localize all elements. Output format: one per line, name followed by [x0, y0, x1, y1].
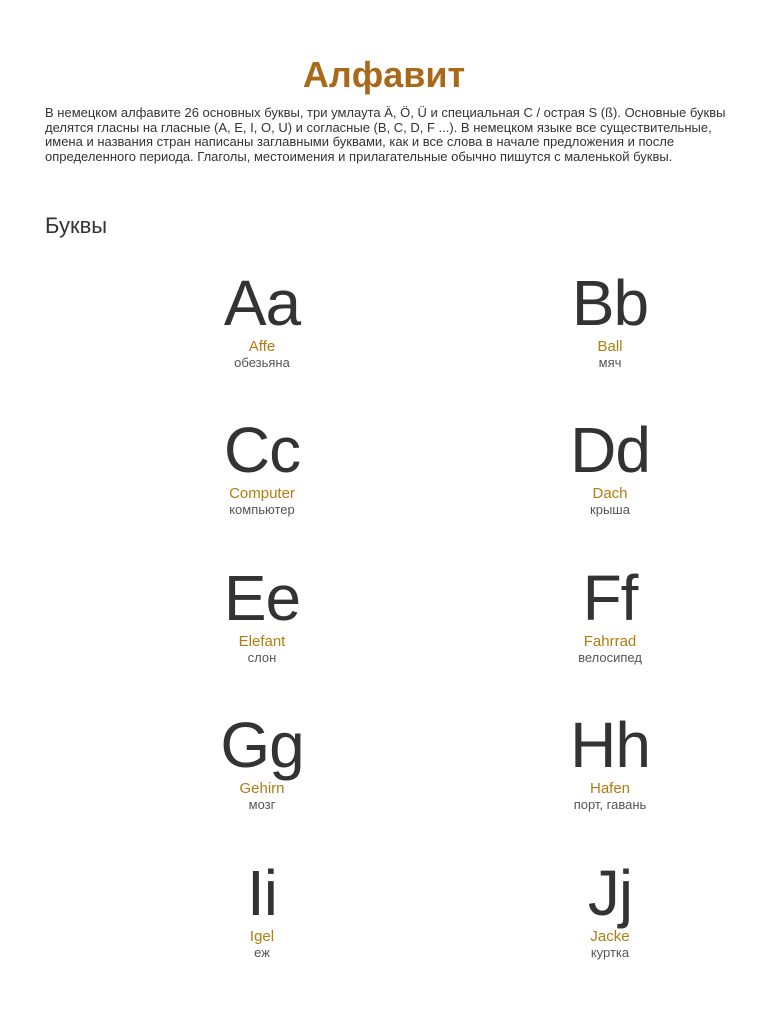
letter-glyph: Aa	[223, 267, 301, 339]
letter-translation: велосипед	[578, 650, 642, 665]
letter-glyph: Ii	[247, 857, 277, 929]
letter-glyph: Gg	[220, 709, 304, 781]
letter-card-b[interactable]	[480, 268, 740, 370]
letter-word: Gehirn	[239, 780, 285, 797]
letter-glyph: Ee	[223, 562, 301, 634]
letter-translation: еж	[254, 945, 270, 960]
letter-word: Hafen	[589, 780, 631, 797]
letter-card-i[interactable]	[132, 858, 392, 960]
letter-word: Igel	[249, 928, 275, 945]
letter-translation: компьютер	[229, 502, 295, 517]
letter-glyph: Ff	[582, 562, 638, 634]
letter-word: Computer	[229, 485, 295, 502]
letter-word: Elefant	[238, 633, 286, 650]
letter-translation: крыша	[590, 502, 630, 517]
letter-card-j[interactable]	[480, 858, 740, 960]
letter-translation: слон	[247, 650, 277, 665]
letter-word: Jacke	[590, 928, 630, 945]
letter-translation: порт, гавань	[573, 797, 647, 812]
page-title: Алфавит	[302, 54, 466, 95]
letter-card-d[interactable]	[480, 415, 740, 517]
letter-card-g[interactable]	[132, 710, 392, 812]
letter-translation: обезьяна	[234, 355, 290, 370]
letter-word: Affe	[248, 338, 276, 355]
letter-translation: куртка	[590, 945, 630, 960]
letter-word: Dach	[592, 485, 628, 502]
letter-glyph: Hh	[570, 709, 650, 781]
letter-word: Ball	[597, 338, 623, 355]
letter-glyph: Bb	[571, 267, 649, 339]
letter-card-a[interactable]	[132, 268, 392, 370]
letter-glyph: Jj	[587, 857, 633, 929]
letter-card-f[interactable]	[480, 563, 740, 665]
letter-translation: мяч	[598, 355, 622, 370]
letter-translation: мозг	[248, 797, 276, 812]
intro-paragraph: В немецком алфавите 26 основных буквы, три умлаута Ä, Ö, Ü и специальная С / острая S (ß). Основные буквы делятся гласны на гласные (A, E, I, O, U) и согласные (B, C, D, F ...). В немецком языке все существительные, имена и названия стран написаны заглавными буквами, как и все слова в начале предложения и после определенного периода. Глаголы, местоимения и прилагательные обычно пишутся с маленькой буквы.	[45, 105, 726, 164]
letter-card-h[interactable]	[480, 710, 740, 812]
section-title-letters: Буквы	[45, 213, 108, 238]
letter-glyph: Cc	[223, 414, 301, 486]
letter-glyph: Dd	[570, 414, 650, 486]
letter-card-c[interactable]	[132, 415, 392, 517]
letter-word: Fahrrad	[583, 633, 637, 650]
letter-card-e[interactable]	[132, 563, 392, 665]
